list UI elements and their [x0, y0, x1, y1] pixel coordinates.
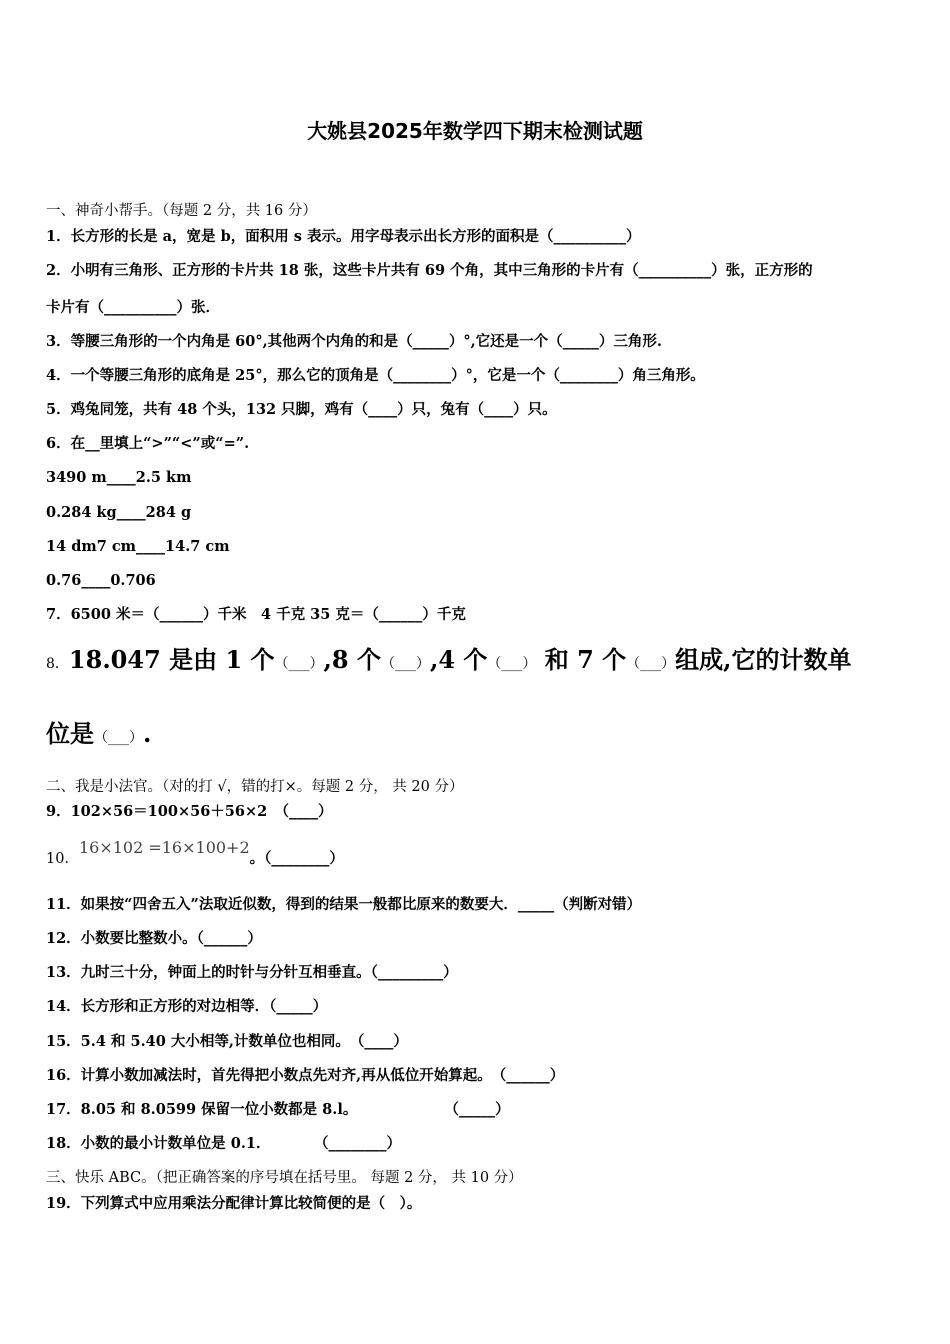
question-8-line-1 [46, 645, 852, 674]
question-8-line-2 [46, 719, 152, 748]
question-8-text: 位是 [46, 719, 94, 748]
section-3-heading: 三、快乐 ABC。（把正确答案的序号填在括号里。 每题 2 分， 共 10 分） [46, 1170, 523, 1186]
question-8-text: . [143, 719, 152, 748]
question-15: 15．5.4 和 5.40 大小相等,计数单位也相同。 （____） [46, 1033, 408, 1050]
question-1: 1．长方形的长是 a，宽是 b，面积用 s 表示。用字母表示出长方形的面积是（__________） [46, 228, 641, 245]
question-6-item: 0.284 kg____284 g [46, 504, 192, 521]
section-2-heading: 二、我是小法官。（对的打 √，错的打×。每题 2 分， 共 20 分） [46, 779, 464, 795]
question-14: 14．长方形和正方形的对边相等．（_____） [46, 998, 328, 1015]
question-5: 5．鸡兔同笼，共有 48 个头，132 只脚，鸡有（____）只，兔有（____）只。 [46, 401, 557, 418]
question-11: 11．如果按“四舍五入”法取近似数，得到的结果一般都比原来的数要大．_____（判断对错） [46, 896, 642, 913]
question-6-item: 14 dm7 cm____14.7 cm [46, 538, 230, 555]
question-2-line-2: 卡片有（__________）张． [46, 299, 220, 316]
question-8-blank: （___） [626, 656, 676, 672]
page-title: 大姚县2025年数学四下期末检测试题 [307, 119, 643, 143]
question-12: 12．小数要比整数小。（______） [46, 930, 262, 947]
question-6-item: 3490 m____2.5 km [46, 469, 192, 486]
question-6-item: 0.76____0.706 [46, 572, 156, 589]
question-6: 6．在__里填上“>”“<”或“=”. [46, 435, 250, 452]
question-8-blank: （___） [274, 656, 324, 672]
question-2-line-1: 2．小明有三角形、正方形的卡片共 18 张，这些卡片共有 69 个角，其中三角形的卡片有（__________）张，正方形的 [46, 262, 813, 279]
question-8-text: ,8 个 [323, 645, 381, 674]
question-10 [46, 838, 344, 867]
question-16: 16．计算小数加减法时，首先得把小数点先对齐,再从低位开始算起。 （______） [46, 1067, 565, 1084]
question-18: 18．小数的最小计数单位是 0.1． （________） [46, 1135, 401, 1152]
question-8-text: 组成,它的计数单 [675, 645, 852, 674]
question-7: 7．6500 米＝（______）千米 4 千克 35 克＝（______）千克 [46, 606, 466, 623]
question-3: 3．等腰三角形的一个内角是 60°,其他两个内角的和是（_____）°,它还是一个（_____）三角形. [46, 333, 662, 350]
question-8-blank: （___） [380, 656, 430, 672]
question-8-text: 18.047 是由 1 个 [68, 645, 275, 674]
question-13: 13．九时三十分，钟面上的时针与分针互相垂直。（_________） [46, 964, 458, 981]
question-9: 9．102×56＝100×56＋56×2 （____） [46, 803, 333, 820]
question-8-blank: （___） [94, 730, 143, 746]
question-10-tail: 。（________） [249, 850, 344, 867]
question-8-text: 和 7 个 [536, 645, 627, 674]
question-19: 19．下列算式中应用乘法分配律计算比较简便的是（ ）。 [46, 1195, 422, 1212]
question-8-text: ,4 个 [429, 645, 488, 674]
question-4: 4．一个等腰三角形的底角是 25°，那么它的顶角是（________）°，它是一个（________）角三角形。 [46, 367, 705, 384]
question-10-formula: 16×102 =16×100+2 [78, 838, 250, 857]
question-8-number: 8． [46, 656, 69, 672]
question-10-number: 10． [46, 851, 79, 867]
section-1-heading: 一、神奇小帮手。（每题 2 分，共 16 分） [46, 203, 317, 219]
question-8-blank: （___） [487, 656, 537, 672]
question-17: 17．8.05 和 8.0599 保留一位小数都是 8.l。 （_____） [46, 1101, 510, 1118]
